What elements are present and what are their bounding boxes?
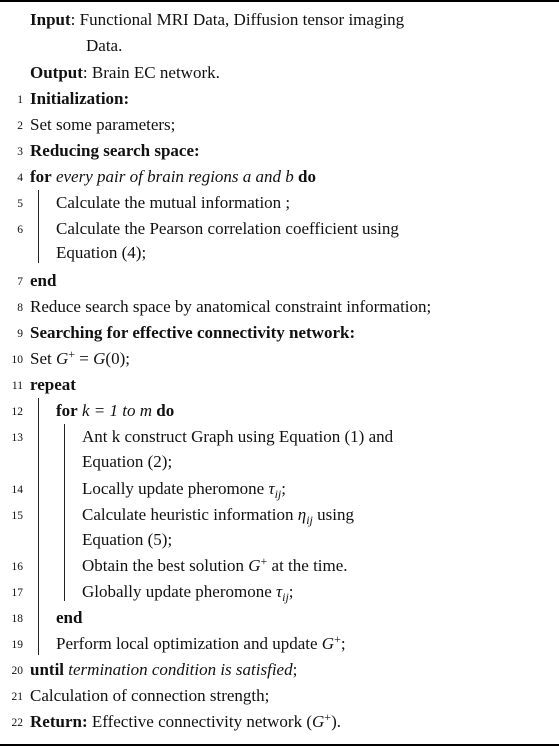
algo-line-5	[0, 190, 559, 216]
line-number: 13	[11, 432, 23, 444]
line-number: 21	[11, 691, 23, 703]
line-number: 12	[11, 406, 23, 418]
algo-line-3	[0, 138, 559, 164]
line-number: 9	[17, 328, 23, 340]
section-heading: Searching for effective connectivity network:	[30, 323, 356, 342]
input-line: Input: Functional MRI Data, Diffusion tensor imaging	[30, 10, 405, 29]
algo-line-15-continued	[0, 527, 559, 553]
keyword-end: end	[56, 608, 83, 627]
line-text: Globally update pheromone	[82, 582, 272, 601]
math-symbol: η	[297, 505, 307, 524]
math-sup: +	[334, 632, 341, 646]
algo-line-18	[0, 605, 559, 631]
line-number: 22	[11, 717, 23, 729]
algo-line-17	[0, 579, 559, 605]
line-text: Obtain the best solution	[82, 556, 244, 575]
algo-line-19	[0, 631, 559, 657]
line-number: 1	[17, 94, 23, 106]
algo-line-21	[0, 683, 559, 709]
algo-line-14	[0, 476, 559, 502]
line-text: Equation (5);	[82, 530, 173, 549]
loop-range: = 1 to	[93, 401, 136, 420]
math-symbol: τ	[276, 582, 283, 601]
line-number: 7	[17, 276, 23, 288]
line-number: 3	[17, 146, 23, 158]
math-var: G	[93, 349, 106, 368]
line-text: ;	[288, 582, 294, 601]
line-number: 20	[11, 665, 23, 677]
line-number: 15	[11, 510, 23, 522]
math-var: G	[248, 556, 261, 575]
input-line-continued	[0, 33, 559, 59]
line-text: Calculate heuristic information	[82, 505, 294, 524]
algo-line-20	[0, 657, 559, 683]
math-var: G	[55, 349, 69, 368]
repeat-block-bar	[38, 398, 39, 655]
line-text: Effective connectivity network (	[91, 712, 312, 731]
line-text: Perform local optimization and update	[56, 634, 318, 653]
output-text: Brain EC network.	[91, 63, 220, 82]
loop-condition: termination condition is satisfied	[68, 660, 293, 679]
algo-line-11	[0, 372, 559, 398]
math-sub: ij	[274, 487, 282, 501]
loop-condition: every pair of brain regions a and b	[55, 167, 294, 186]
line-number: 11	[11, 380, 23, 392]
line-number: 8	[17, 302, 23, 314]
line-text: Locally update pheromone	[82, 479, 265, 498]
input-text: Functional MRI Data, Diffusion tensor imaging	[79, 10, 405, 29]
inner-for-block-bar	[64, 424, 65, 601]
line-text: Calculate the mutual information ;	[56, 193, 291, 212]
algo-line-1	[0, 86, 559, 112]
input-text-continued: Data.	[86, 36, 123, 55]
top-rule	[0, 0, 559, 2]
line-number: 2	[17, 120, 23, 132]
line-number: 19	[11, 639, 23, 651]
for-block-bar	[38, 190, 39, 263]
line-text: at the time.	[271, 556, 348, 575]
keyword-do: do	[298, 167, 317, 186]
line-text: using	[317, 505, 354, 524]
line-number: 6	[17, 224, 23, 236]
keyword-for: for	[30, 167, 52, 186]
line-number: 14	[11, 484, 23, 496]
line-number: 10	[11, 354, 23, 366]
math-sub: ij	[282, 590, 289, 604]
line-text: Equation (2);	[82, 452, 173, 471]
line-text: Ant k construct Graph using Equation (1) and	[82, 427, 394, 446]
output-label: Output	[30, 63, 83, 82]
algo-line-7	[0, 268, 559, 294]
math-var: G	[312, 712, 325, 731]
math-equals: =	[79, 349, 89, 368]
section-heading: Reducing search space:	[30, 141, 200, 160]
math-sup: +	[260, 554, 268, 568]
line-text: ).	[331, 712, 341, 731]
algo-line-12	[0, 398, 559, 424]
keyword-until: until	[30, 660, 65, 679]
algo-line-15	[0, 502, 559, 528]
line-text: Set some parameters;	[30, 115, 176, 134]
algo-line-22	[0, 709, 559, 735]
line-number: 4	[17, 172, 23, 184]
line-text: Calculation of connection strength;	[30, 686, 270, 705]
algo-line-6	[0, 216, 559, 242]
keyword-return: Return:	[30, 712, 88, 731]
math-symbol: τ	[268, 479, 275, 498]
algo-line-4	[0, 164, 559, 190]
algo-line-10	[0, 346, 559, 372]
line-number: 18	[11, 613, 23, 625]
algo-line-2	[0, 112, 559, 138]
line-text: (0);	[105, 349, 130, 368]
line-number: 16	[11, 561, 23, 573]
algo-line-6-continued	[0, 240, 559, 266]
line-text: Set	[30, 349, 52, 368]
keyword-for: for	[56, 401, 78, 420]
keyword-repeat: repeat	[30, 375, 76, 394]
math-sub: ij	[306, 513, 313, 527]
algo-line-13	[0, 424, 559, 450]
keyword-do: do	[156, 401, 175, 420]
line-text: Calculate the Pearson correlation coefficient using	[56, 219, 399, 238]
output-line: Output: Brain EC network.	[30, 63, 220, 82]
math-var: G	[321, 634, 335, 653]
algo-line-16	[0, 553, 559, 579]
math-sup: +	[324, 710, 332, 724]
algo-line-13-continued	[0, 449, 559, 475]
loop-var: m	[139, 401, 152, 420]
algo-line-9	[0, 320, 559, 346]
line-text: ;	[281, 479, 286, 498]
line-text: ;	[292, 660, 298, 679]
math-sup: +	[68, 347, 76, 361]
line-text: ;	[340, 634, 346, 653]
line-number: 5	[17, 198, 23, 210]
loop-var: k	[81, 401, 90, 420]
keyword-end: end	[30, 271, 57, 290]
input-label: Input	[30, 10, 71, 29]
section-heading: Initialization:	[30, 89, 130, 108]
algo-line-8	[0, 294, 559, 320]
line-text: Reduce search space by anatomical constraint information;	[30, 297, 432, 316]
line-text: Equation (4);	[56, 243, 147, 262]
line-number: 17	[11, 587, 23, 599]
